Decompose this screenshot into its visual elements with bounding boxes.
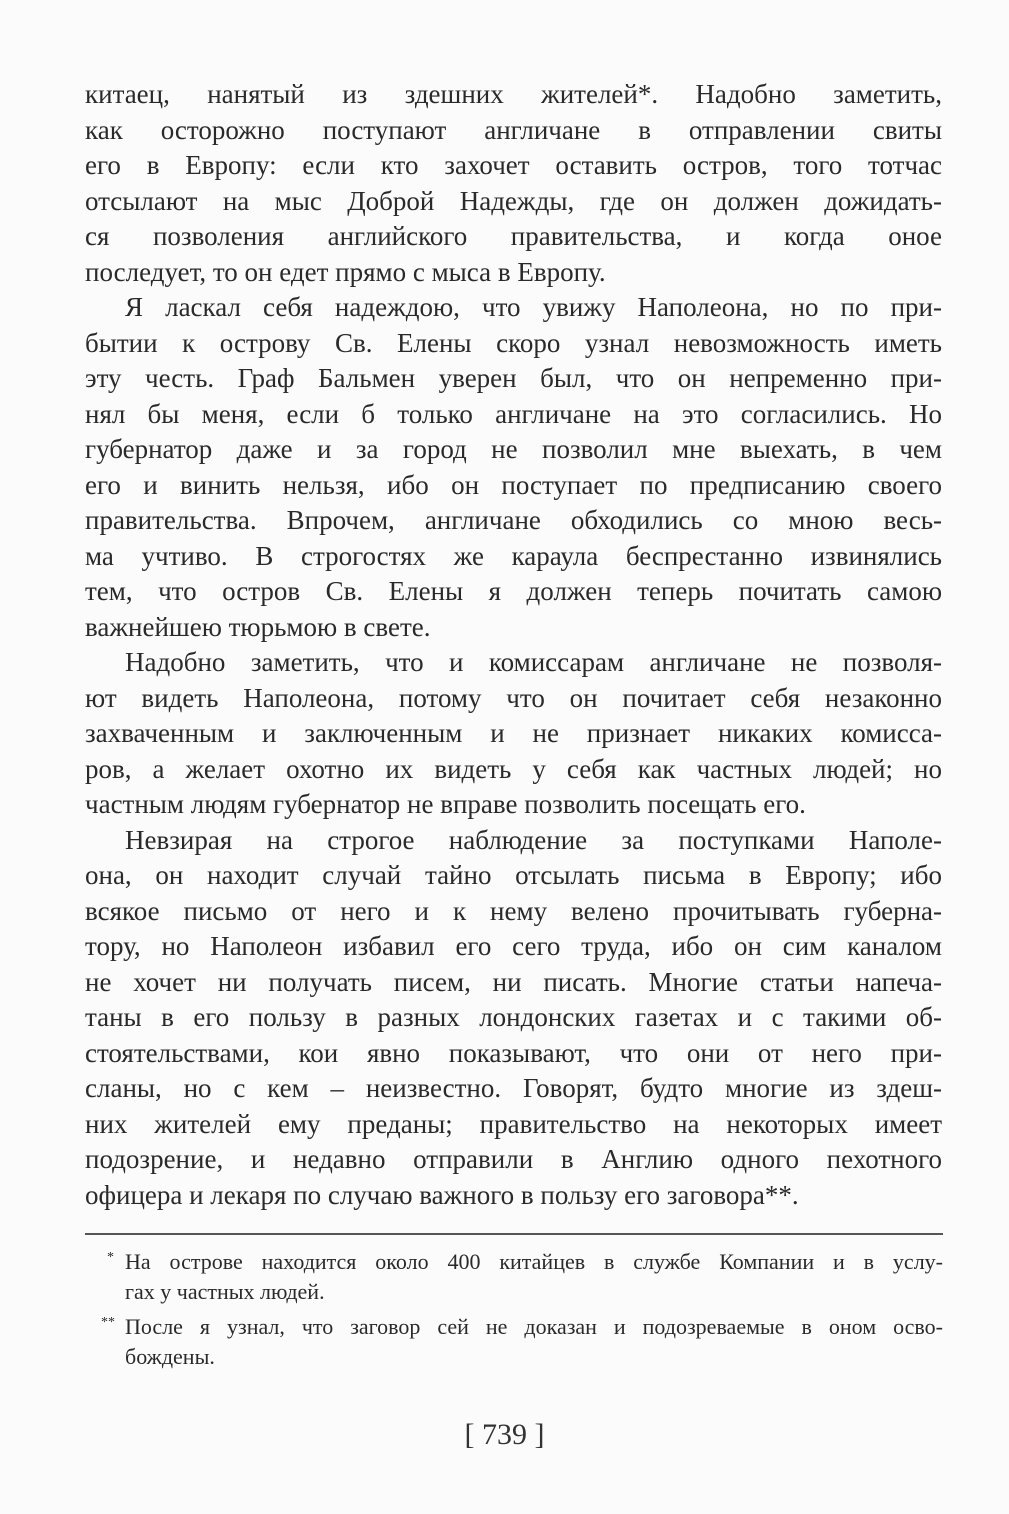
footnote-divider xyxy=(85,1233,943,1235)
text-line: стоятельствами, кои явно показывают, что они от него при- xyxy=(85,1037,942,1068)
text-line: таны в его пользу в разных лондонских газетах и с такими об- xyxy=(85,1002,942,1032)
text-line: она, он находит случай тайно отсылать письма в Европу; ибо xyxy=(85,860,942,890)
text-line: сланы, но с кем – неизвестно. Говорят, будто многие из здеш- xyxy=(85,1073,942,1103)
footnote-line xyxy=(85,1247,943,1277)
text-line: как осторожно поступают англичане в отправлении свиты xyxy=(85,114,942,145)
text-line: ют видеть Наполеона, потому что он почитает себя незаконно xyxy=(85,682,942,713)
text-line: не хочет ни получать писем, ни писать. Многие статьи напеча- xyxy=(85,966,942,997)
text-line: тем, что остров Св. Елены я должен теперь почитать самою xyxy=(85,576,942,606)
footnote-line xyxy=(85,1312,943,1342)
text-line: его и винить нельзя, ибо он поступает по предписанию своего xyxy=(85,469,942,500)
footnote-text: На острове находится около 400 китайцев в службе Компании и в услу- xyxy=(125,1249,943,1274)
footnote-text: бождены. xyxy=(125,1344,215,1369)
page-number: [ 739 ] xyxy=(464,1418,545,1451)
text-line: китаец, нанятый из здешних жителей*. Надобно заметить, xyxy=(85,79,942,109)
footnote-text: гах у частных людей. xyxy=(125,1279,325,1304)
text-line: последует, то он едет прямо с мыса в Европу. xyxy=(85,256,606,287)
text-line: Я ласкал себя надеждою, что увижу Наполеона, но по при- xyxy=(125,292,942,322)
text-line: частным людям губернатор не вправе позволить посещать его. xyxy=(85,789,806,819)
footnote-line xyxy=(85,1277,943,1307)
text-line: важнейшею тюрьмою в свете. xyxy=(85,611,431,642)
footnote-text: После я узнал, что заговор сей не доказан и подозреваемые в оном осво- xyxy=(125,1314,943,1339)
text-line: правительства. Впрочем, англичане обходились со мною весь- xyxy=(85,505,942,535)
text-line: Невзирая на строгое наблюдение за поступками Наполе- xyxy=(125,824,942,855)
text-line: ров, а желает охотно их видеть у себя как частных людей; но xyxy=(85,753,942,784)
text-line: эту честь. Граф Бальмен уверен был, что он непременно при- xyxy=(85,363,942,393)
footnotes xyxy=(85,1247,943,1377)
text-line: офицера и лекаря по случаю важного в пользу его заговора**. xyxy=(85,1179,799,1210)
text-line: ма учтиво. В строгостях же караула беспрестанно извинялись xyxy=(85,540,942,571)
text-line: его в Европу: если кто захочет оставить остров, того тотчас xyxy=(85,150,942,180)
footnote-mark: ** xyxy=(101,1315,115,1330)
text-line: отсылают на мыс Доброй Надежды, где он должен дожидать- xyxy=(85,185,942,216)
text-line: них жителей ему преданы; правительство на некоторых имеет xyxy=(85,1108,942,1139)
text-line: нял бы меня, если б только англичане на это согласились. Но xyxy=(85,398,942,429)
text-line: бытии к острову Св. Елены скоро узнал невозможность иметь xyxy=(85,327,942,358)
text-line: захваченным и заключенным и не признает никаких комисса- xyxy=(85,718,942,748)
text-line: Надобно заметить, что и комиссарам англичане не позволя- xyxy=(125,647,942,677)
text-line: ся позволения английского правительства, и когда оное xyxy=(85,221,942,251)
text-line: губернатор даже и за город не позволил мне выехать, в чем xyxy=(85,434,942,464)
text-line: подозрение, и недавно отправили в Англию одного пехотного xyxy=(85,1144,942,1174)
footnote-line xyxy=(85,1342,943,1372)
text-line: тору, но Наполеон избавил его сего труда, ибо он сим каналом xyxy=(85,931,942,961)
text-line: всякое письмо от него и к нему велено прочитывать губерна- xyxy=(85,895,942,926)
footnote-mark: * xyxy=(107,1250,114,1265)
body-text xyxy=(85,77,942,1213)
